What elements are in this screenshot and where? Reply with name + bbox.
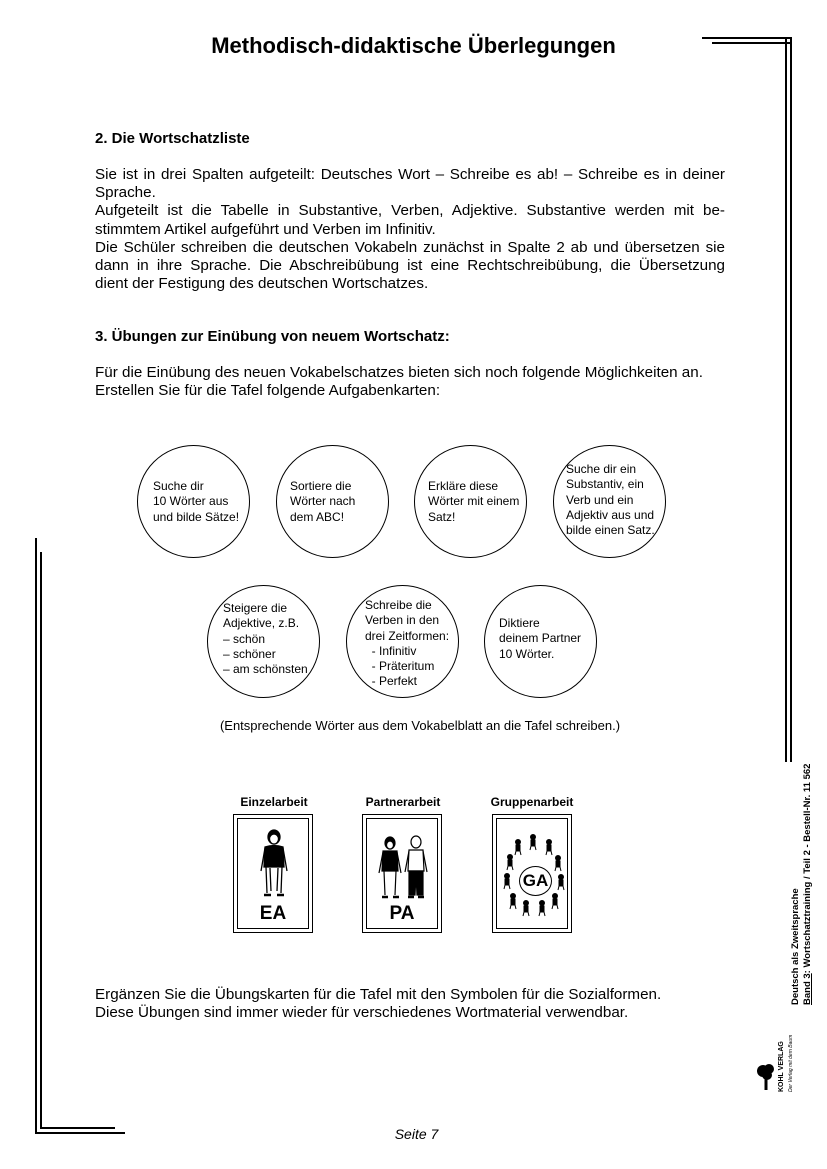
gruppenarbeit-label: Gruppenarbeit (490, 795, 574, 809)
text-line: stimmtem Artikel aufgeführt und Verben im Infinitiv. (95, 220, 436, 238)
task-card-text: Erkläre diese Wörter mit einem Satz! (428, 479, 520, 524)
imprint-line2 (802, 764, 814, 1005)
closing-text (95, 986, 725, 1022)
task-card-text: Diktiere deinem Partner 10 Wörter. (499, 616, 582, 661)
section3-text (95, 364, 725, 400)
imprint-band: Band 3 (801, 973, 813, 1005)
series-imprint (790, 764, 813, 1005)
frame-top-right-v1 (785, 37, 787, 762)
partnerarbeit-label: Partnerarbeit (365, 795, 441, 809)
task-card-text: Steigere die Adjektive, z.B. – schön – schöner – am schönsten (223, 601, 308, 677)
task-card-text: Schreibe die Verben in den drei Zeitformen: - Infinitiv - Präteritum - Perfekt (365, 598, 450, 689)
text-line: Sie ist in drei Spalten aufgeteilt: Deutsches Wort – Schreibe es ab! – Schreibe es in deiner (95, 166, 725, 183)
frame-bottom-left-v2 (40, 552, 42, 1129)
text-line: Erstellen Sie für die Tafel folgende Aufgabenkarten: (95, 382, 441, 400)
task-card-text: Suche dir ein Substantiv, ein Verb und ein Adjektiv aus und bilde einen Satz. (566, 462, 655, 538)
task-card-text: Suche dir 10 Wörter aus und bilde Sätze! (153, 479, 240, 524)
pa-abbr: PA (389, 903, 415, 924)
person-icon (234, 815, 314, 905)
text-line: Ergänzen Sie die Übungskarten für die Tafel mit den Symbolen für die Sozialformen. (95, 986, 662, 1003)
section2-heading: 2. Die Wortschatzliste (95, 130, 250, 147)
section2-text (95, 166, 725, 293)
einzelarbeit-label: Einzelarbeit (240, 795, 308, 809)
pa-card (362, 814, 442, 933)
ga-card (492, 814, 572, 933)
publisher-slogan: Der Verlag mit dem Baum (788, 1034, 794, 1092)
ea-abbr: EA (259, 903, 287, 924)
frame-top-right-v2 (790, 37, 792, 762)
ea-card (233, 814, 313, 933)
text-line: Für die Einübung des neuen Vokabelschatzes bieten sich noch folgende Möglichkeiten an. (95, 364, 703, 381)
section3-heading: 3. Übungen zur Einübung von neuem Wortschatz: (95, 328, 450, 345)
text-line: Die Schüler schreiben die deutschen Vokabeln zunächst in Spalte 2 ab und übersetzen sie (95, 238, 725, 256)
publisher-name: KOHL VERLAG (778, 1041, 785, 1092)
imprint-line1: Deutsch als Zweitsprache (790, 888, 801, 1005)
task-card-text: Sortiere die Wörter nach dem ABC! (290, 479, 356, 524)
two-persons-icon (363, 815, 443, 905)
note-text: (Entsprechende Wörter aus dem Vokabelblatt an die Tafel schreiben.) (219, 718, 621, 733)
text-line: Diese Übungen sind immer wieder für verschiedenes Wortmaterial verwendbar. (95, 1004, 629, 1022)
frame-bottom-left-v1 (35, 538, 37, 1134)
text-line: Sprache. (95, 184, 156, 202)
text-line: Aufgeteilt ist die Tabelle in Substantive, Verben, Adjektive. Substantive werden mit be- (95, 202, 725, 220)
page-title: Methodisch-didaktische Überlegungen (211, 33, 616, 58)
imprint-rest: : Wortschatztraining / Teil 2 - Bestell-Nr. 11 562 (801, 763, 813, 974)
ga-abbr: GA (519, 866, 552, 896)
page-number: Seite 7 (394, 1126, 439, 1142)
text-line: dient der Festigung des deutschen Wortschatzes. (95, 275, 429, 293)
text-line: dann in ihre Sprache. Die Abschreibübung ist eine Rechtschreibübung, die Übersetzung (95, 257, 725, 275)
tree-logo-icon (755, 1062, 777, 1092)
